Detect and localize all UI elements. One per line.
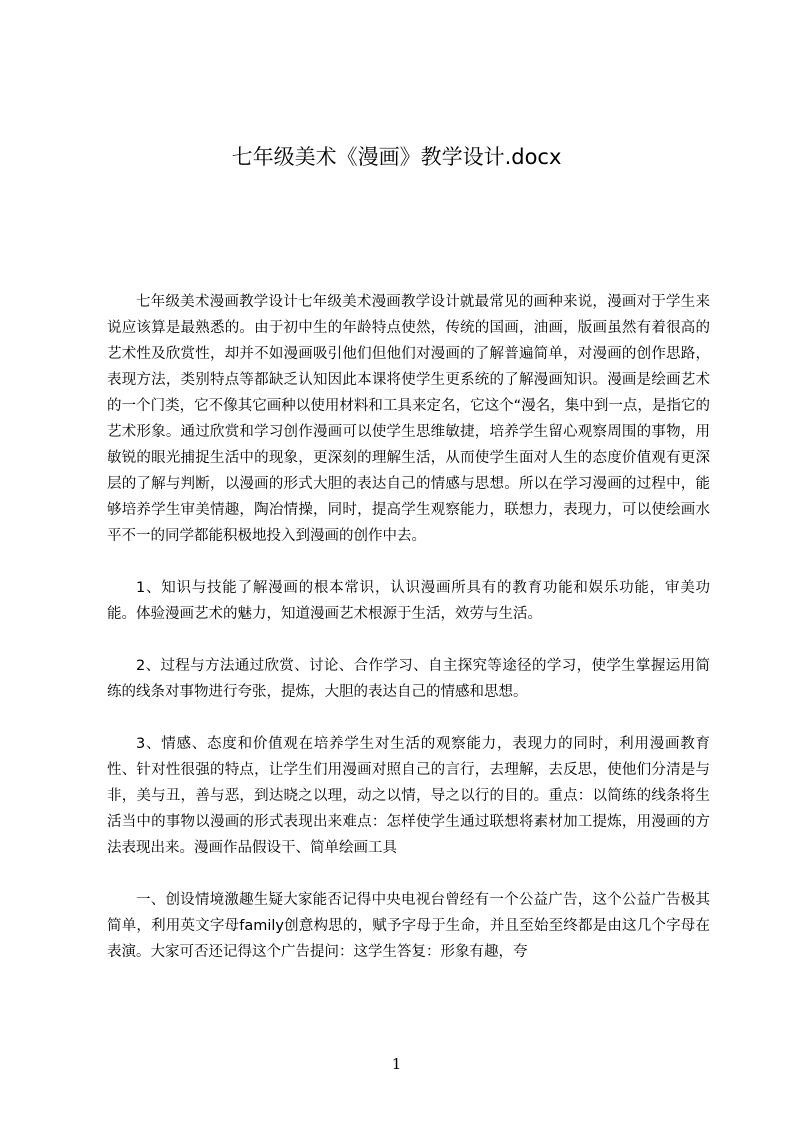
paragraph-process-methods: 2、过程与方法通过欣赏、讨论、合作学习、自主探究等途径的学习，使学生掌握运用简练的线条对事物进行夸张，提炼，大胆的表达自己的情感和思想。	[107, 658, 710, 700]
document-title: 七年级美术《漫画》教学设计.docx	[231, 145, 562, 169]
page-number: 1	[391, 1055, 402, 1073]
paragraph-intro: 七年级美术漫画教学设计七年级美术漫画教学设计就最常见的画种来说，漫画对于学生来说应该算是最熟悉的。由于初中生的年龄特点使然，传统的国画，油画，版画虽然有着很高的艺术性及欣赏性，却并不如漫画吸引他们但他们对漫画的了解普遍简单，对漫画的创作思路，表现方法，类别特点等都缺乏认知因此本课将使学生更系统的了解漫画知识。漫画是绘画艺术的一个门类，它不像其它画种以使用材料和工具来定名，它这个“漫名，集中到一点，是指它的艺术形象。通过欣赏和学习创作漫画可以使学生思维敏捷，培养学生留心观察周围的事物，用敏锐的眼光捕捉生活中的现象，更深刻的理解生活，从而使学生面对人生的态度价值观有更深层的了解与判断，以漫画的形式大胆的表达自己的情感与思想。所以在学习漫画的过程中，能够培养学生审美情趣，陶冶情操，同时，提高学生观察能力，联想力，表现力，可以使绘画水平不一的同学都能积极地投入到漫画的创作中去。	[107, 294, 710, 544]
paragraph-knowledge-skills: 1、知识与技能了解漫画的根本常识，认识漫画所具有的教育功能和娱乐功能，审美功能。体验漫画艺术的魅力，知道漫画艺术根源于生活，效劳与生活。	[107, 580, 710, 622]
document-body	[107, 289, 710, 965]
paragraph-situation-intro: 一、创设情境激趣生疑大家能否记得中央电视台曾经有一个公益广告，这个公益广告极其简单，利用英文字母family创意构思的，赋予字母于生命，并且至始至终都是由这几个字母在表演。大家可否还记得这个广告提问：这学生答复：形象有趣，夸	[107, 892, 710, 960]
paragraph-emotion-values: 3、情感、态度和价值观在培养学生对生活的观察能力，表现力的同时，利用漫画教育性、针对性很强的特点，让学生们用漫画对照自己的言行，去理解，去反思，使他们分清是与非，美与丑，善与恶，到达晓之以理，动之以情，导之以行的目的。重点：以简练的线条将生活当中的事物以漫画的形式表现出来难点：怎样使学生通过联想将素材加工提炼，用漫画的方法表现出来。漫画作品假设干、简单绘画工具	[107, 736, 710, 856]
